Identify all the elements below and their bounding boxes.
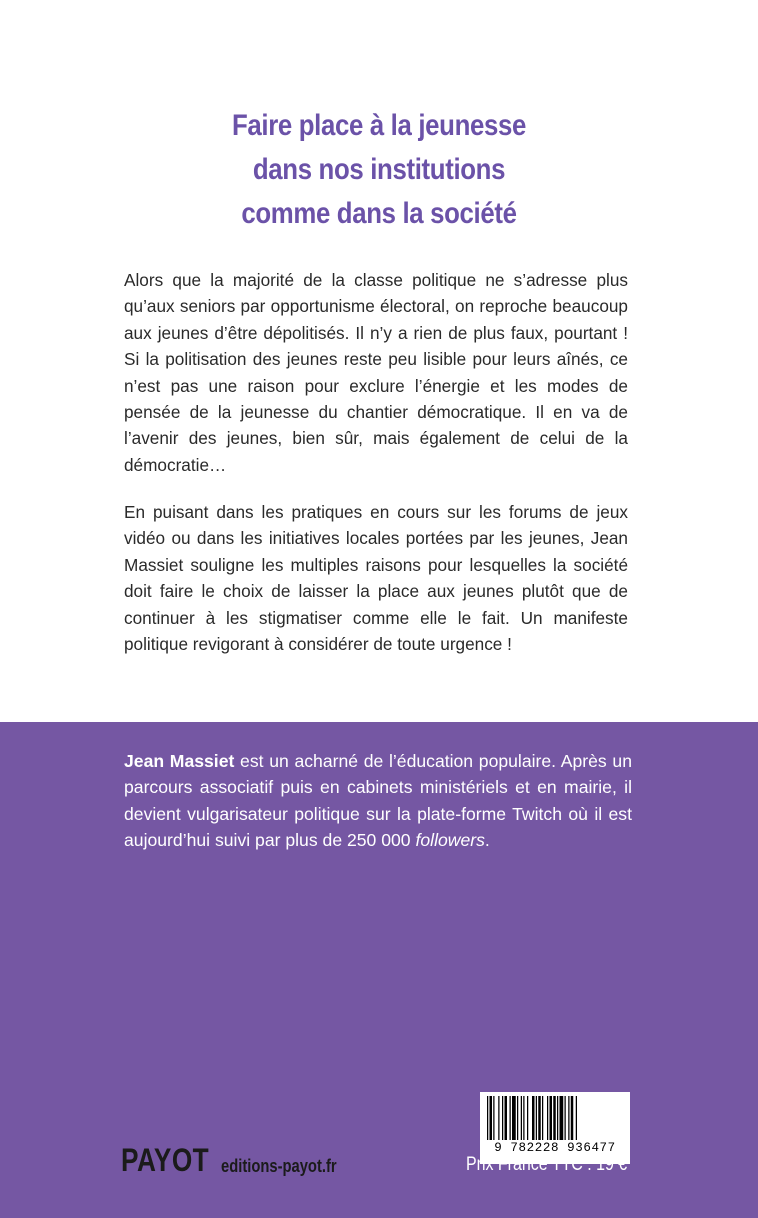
barcode-icon: [485, 1096, 625, 1142]
barcode-bar: [576, 1096, 577, 1140]
blurb-paragraph-2: En puisant dans les pratiques en cours sur les forums de jeux vidéo ou dans les initiatives locales portées par les jeunes, Jean Massiet souligne les multiples raisons pour lesquelles la société doit faire le choix de laisser la place aux jeunes plutôt que de continuer à les stigmatiser comme elle le fait. Un manifeste politique revigorant à considérer de toute urgence !: [124, 502, 628, 655]
barcode-bar: [502, 1096, 503, 1140]
bio-followers: followers: [415, 830, 485, 851]
barcode-bar: [527, 1096, 528, 1140]
headline-line-3: comme dans la société: [241, 197, 517, 230]
barcode-bar: [542, 1096, 543, 1140]
barcode-bar: [565, 1096, 566, 1140]
barcode-bar: [487, 1096, 488, 1140]
barcode-bar: [536, 1096, 537, 1140]
publisher-logo: PAYOT: [121, 1142, 210, 1178]
barcode-bar: [557, 1096, 558, 1140]
barcode-bar: [550, 1096, 553, 1140]
headline-line-1: Faire place à la jeunesse: [231, 109, 527, 142]
barcode-bar: [560, 1096, 564, 1140]
barcode-bar: [547, 1096, 548, 1140]
barcode-bar: [505, 1096, 508, 1140]
barcode-bar: [538, 1096, 541, 1140]
barcode-bar: [532, 1096, 535, 1140]
barcode-bar: [521, 1096, 522, 1140]
headline-line-2: dans nos institutions: [252, 153, 506, 186]
bio-end: .: [484, 830, 490, 851]
headline: [53, 104, 705, 236]
barcode-bar: [517, 1096, 518, 1140]
publisher-website: editions-payot.fr: [221, 1156, 337, 1176]
author-bio: [124, 748, 632, 854]
barcode-bar: [568, 1096, 569, 1140]
barcode-bar: [512, 1096, 516, 1140]
author-name: Jean Massiet: [124, 751, 235, 771]
barcode-bar: [490, 1096, 493, 1140]
barcode-bar: [498, 1096, 499, 1140]
author-panel: [0, 722, 758, 1218]
blurb-paragraph-1: Alors que la majorité de la classe politique ne s’adresse plus qu’aux seniors par opportunisme électoral, on reproche beaucoup aux jeunes d’être dépolitisés. Il n’y a rien de plus faux, pourtant ! Si la politisation des jeunes reste peu lisible pour leurs aînés, ce n’est pas une raison pour exclure l’énergie et les modes de pensée de la jeunesse du chantier démocratique. Il en va de l’avenir des jeunes, bien sûr, mais également de celui de la démocratie…: [124, 270, 628, 475]
bio-text: est un acharné de l’éducation populaire. Après un parcours associatif puis en cabinets ministériels et en mairie, il devient vulgarisateur politique sur la plate-forme Twitch où il est aujourd’hui suivi par plus de 250 000: [124, 751, 632, 851]
barcode-bar: [493, 1096, 494, 1140]
price-label: Prix France TTC : 19 €: [466, 1154, 628, 1175]
barcode-bar: [510, 1096, 511, 1140]
barcode-bar: [553, 1096, 556, 1140]
isbn-number: 9 782228 936477: [494, 1141, 616, 1155]
barcode-bar: [523, 1096, 524, 1140]
barcode-bar: [571, 1096, 574, 1140]
